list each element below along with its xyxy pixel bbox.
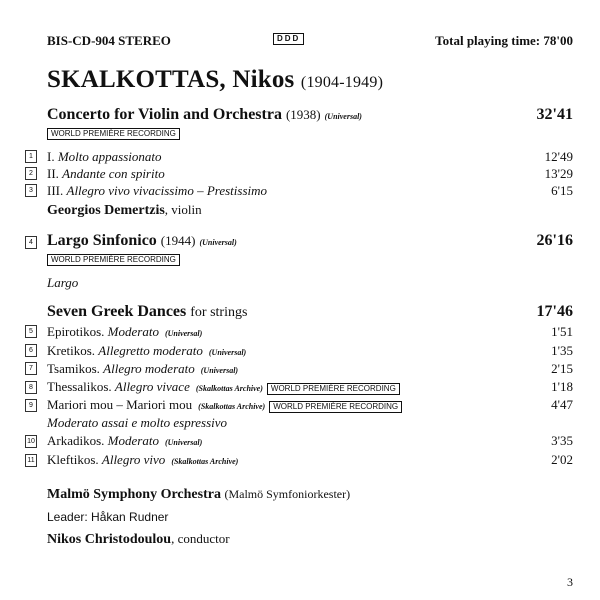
track-number: 4 bbox=[25, 236, 37, 249]
leader: Leader: Håkan Rudner bbox=[47, 510, 169, 524]
work-time-concerto: 32'41 bbox=[536, 106, 573, 123]
composer-dates: (1904-1949) bbox=[300, 74, 384, 91]
track-time: 1'18 bbox=[551, 379, 573, 394]
work-time-largo: 26'16 bbox=[536, 232, 573, 249]
dance: Kleftikos. Allegro vivo (Skalkottas Archive) bbox=[47, 452, 239, 467]
page-number: 3 bbox=[567, 575, 573, 589]
track-number: 10 bbox=[25, 435, 37, 448]
work-subtitle: for strings bbox=[190, 305, 248, 320]
composer-heading bbox=[47, 66, 383, 94]
conductor: Nikos Christodoulou, conductor bbox=[47, 531, 230, 547]
work-publisher: (Universal) bbox=[324, 112, 362, 121]
dance: Arkadikos. Moderato (Universal) bbox=[47, 433, 203, 448]
work-year: (1938) bbox=[285, 107, 321, 122]
track-time: 13'29 bbox=[544, 166, 573, 181]
movement-tempo: Largo bbox=[47, 275, 79, 290]
dance: Thessalikos. Allegro vivace (Skalkottas Archive) WORLD PREMIÈRE RECORDING bbox=[47, 379, 400, 395]
track-number: 5 bbox=[25, 325, 37, 338]
dance-tempo-extra: Moderato assai e molto espressivo bbox=[47, 415, 228, 430]
track-number: 6 bbox=[25, 344, 37, 357]
world-premiere-badge: WORLD PREMIÈRE RECORDING bbox=[267, 383, 400, 395]
track-time: 1'35 bbox=[551, 343, 573, 358]
work-time-dances: 17'46 bbox=[536, 303, 573, 320]
dance: Kretikos. Allegretto moderato (Universal) bbox=[47, 343, 247, 358]
work-title-dances: Seven Greek Dances for strings bbox=[47, 303, 248, 320]
track-number: 3 bbox=[25, 184, 37, 197]
track-time: 2'15 bbox=[551, 361, 573, 376]
track-time: 4'47 bbox=[551, 397, 573, 412]
track-number: 9 bbox=[25, 399, 37, 412]
work-year: (1944) bbox=[160, 233, 196, 248]
track-time: 12'49 bbox=[544, 149, 573, 164]
track-number: 8 bbox=[25, 381, 37, 394]
dance: Epirotikos. Moderato (Universal) bbox=[47, 324, 203, 339]
work-title-concerto: Concerto for Violin and Orchestra (1938) (Universal) bbox=[47, 106, 362, 123]
catalog-number: BIS-CD-904 STEREO bbox=[47, 33, 171, 48]
track-time: 6'15 bbox=[551, 183, 573, 198]
track-time: 1'51 bbox=[551, 324, 573, 339]
world-premiere-badge: WORLD PREMIÈRE RECORDING bbox=[47, 128, 180, 140]
ddd-badge: DDD bbox=[273, 33, 304, 45]
total-playing-time: Total playing time: 78'00 bbox=[435, 33, 573, 48]
work-publisher: (Universal) bbox=[199, 238, 237, 247]
world-premiere-badge: WORLD PREMIÈRE RECORDING bbox=[269, 401, 402, 413]
orchestra: Malmö Symphony Orchestra (Malmö Symfoniorkester) bbox=[47, 487, 351, 502]
track-time: 3'35 bbox=[551, 433, 573, 448]
work-title-largo: Largo Sinfonico (1944) (Universal) bbox=[47, 232, 237, 249]
track-time: 2'02 bbox=[551, 452, 573, 467]
track-number: 11 bbox=[25, 454, 37, 467]
track-number: 2 bbox=[25, 167, 37, 180]
dance: Mariori mou – Mariori mou (Skalkottas Archive) WORLD PREMIÈRE RECORDING bbox=[47, 397, 402, 413]
movement: II. Andante con spirito bbox=[47, 166, 165, 181]
movement: I. Molto appassionato bbox=[47, 149, 162, 164]
soloist: Georgios Demertzis, violin bbox=[47, 202, 202, 218]
track-number: 7 bbox=[25, 362, 37, 375]
dance: Tsamikos. Allegro moderato (Universal) bbox=[47, 361, 239, 376]
composer-name: SKALKOTTAS, Nikos bbox=[47, 66, 295, 93]
track-number: 1 bbox=[25, 150, 37, 163]
movement: III. Allegro vivo vivacissimo – Prestissimo bbox=[47, 183, 268, 198]
world-premiere-badge: WORLD PREMIÈRE RECORDING bbox=[47, 254, 180, 266]
